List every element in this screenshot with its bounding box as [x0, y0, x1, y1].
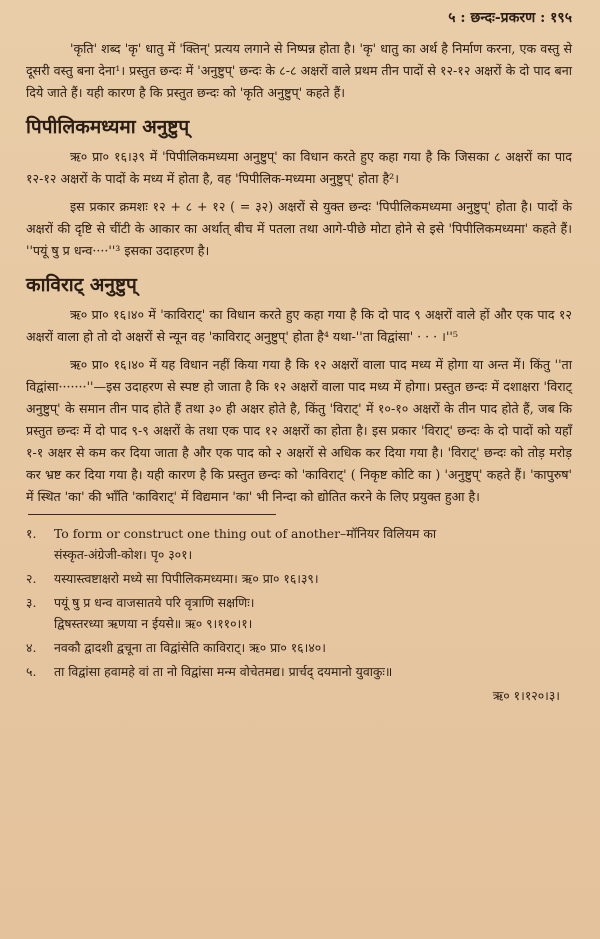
footnote: २. यस्यास्त्वष्टाक्षरो मध्ये सा पिपीलिकमध्यमा। ऋ० प्रा० १६।३९।: [26, 571, 319, 586]
pipilika-paragraph-1: ऋ० प्रा० १६।३९ में 'पिपीलिकमध्यमा अनुष्टुप्' का विधान करते हुए कहा गया है कि जिसका ८ अक्षरों का पाद १२-१२ अक्षरों के पादों के मध्य में होता है, वह 'पिपीलिक-मध्यमा अनुष्टुप्' होता है²।: [26, 149, 572, 186]
pipilika-paragraph-2: इस प्रकार क्रमशः १२ + ८ + १२ ( = ३२) अक्षरों से युक्त छन्दः 'पिपीलिकमध्यमा अनुष्टुप्' होता है। पादों के अक्षरों की दृष्टि से चींटी के आकार का अर्थात् बीच में पतला तथा आगे-पीछे मोटा होने से इसे 'पिपीलिकमध्यमा' कहते हैं। ''पयूं षु प्र धन्व····''³ इसका उदाहरण है।: [26, 199, 572, 258]
footnote: ५. ता विद्वांसा हवामहे वां ता नो विद्वांसा मन्म वोचेतमद्य। प्रार्चद् दयमानो युवाकुः॥: [26, 664, 393, 679]
kavirat-paragraph-1: ऋ० प्रा० १६।४० में 'काविराट्' का विधान करते हुए कहा गया है कि दो पाद ९ अक्षरों वाले हों और एक पाद १२ अक्षरों वाला हो तो दो अक्षरों से न्यून वह 'काविराट् अनुष्टुप्' होता है⁴ यथा-''ता विद्वांसा' · · · ।''⁵: [26, 307, 572, 344]
heading-kavirat: काविराट् अनुष्टुप्: [26, 274, 137, 296]
footnote: ३. पयूं षु प्र धन्व वाजसातये परि वृत्राणि सक्षणिः। द्विषस्तरध्या ऋणया न ईयसे॥ ऋ० ९।११०।१।: [26, 595, 255, 631]
intro-paragraph: 'कृति' शब्द 'कृ' धातु में 'क्तिन्' प्रत्यय लगाने से निष्पन्न होता है। 'कृ' धातु का अर्थ है निर्माण करना, एक वस्तु से दूसरी वस्तु बना देना¹। प्रस्तुत छन्दः में 'अनुष्टुप्' छन्दः के ८-८ अक्षरों वाले प्रथम तीन पादों से १२-१२ अक्षरों के दो पाद बना दिये जाते हैं। यही कारण है कि प्रस्तुत छन्दः को 'कृति अनुष्टुप्' कहते हैं।: [26, 41, 572, 100]
kavirat-paragraph-2: ऋ० प्रा० १६।४० में यह विधान नहीं किया गया है कि १२ अक्षरों वाला पाद मध्य में होगा या अन्त में। किंतु ''ता विद्वांसा·······''—इस उदाहरण से स्पष्ट हो जाता है कि १२ अक्षरों वाला पाद मध्य में होगा। प्रस्तुत छन्दः में दशाक्षरा 'विराट् अनुष्टुप्' के समान तीन पाद होते हैं तथा ३० ही अक्षर होते है, किंतु 'विराट्' में १०-१० अक्षरों के तीन पाद होते हैं, जब कि प्रस्तुत छन्दः में दो पाद ९-९ अक्षरों के तथा एक पाद १२ अक्षरों का होता है। इस प्रकार 'विराट्' छन्दः के दो पादों को यहाँ १-१ अक्षर से कम कर दिया जाता है और एक पाद को २ अक्षरों से अधिक कर दिया गया है। 'विराट्' छन्दः को तोड़ मरोड़ कर भ्रष्ट कर दिया गया है। यही कारण है कि प्रस्तुत छन्दः को 'काविराट्' ( निकृष्ट कोटि का ) 'अनुष्टुप्' कहते हैं। 'कापुरुष' में स्थित 'का' की भाँति 'काविराट्' में विद्यमान 'का' भी निन्दा को द्योतित करने के लिए प्रयुक्त हुआ है।: [26, 357, 572, 504]
running-head: [26, 8, 572, 28]
footnote: ४. नवकौ द्वादशी द्वचूना ता विद्वांसेति काविराट्। ऋ० प्रा० १६।४०।: [26, 640, 326, 655]
footnote-reference: ऋ० १।१२०।३।: [492, 688, 560, 703]
footnote: १. To form or construct one thing out of another–मॉनियर विलियम का संस्कृत-अंग्रेजी-कोश। पृ० ३०१।: [26, 526, 437, 562]
footnote-divider: [28, 514, 276, 515]
running-head-text: ५ : छन्दः-प्रकरण : १९५: [448, 10, 572, 26]
footnotes: [26, 523, 572, 706]
heading-pipilika: पिपीलिकमध्यमा अनुष्टुप्: [26, 116, 190, 138]
